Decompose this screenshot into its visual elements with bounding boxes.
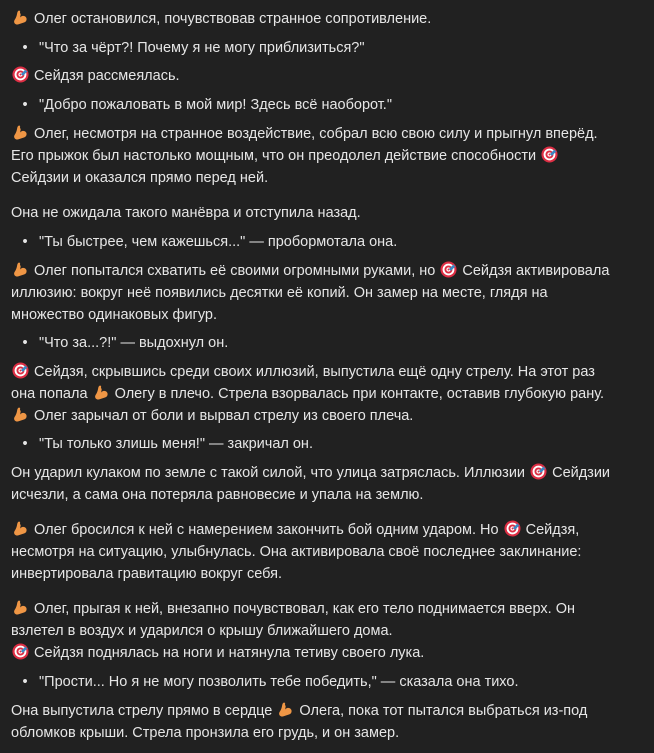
flexed-biceps-icon <box>93 384 110 401</box>
paragraph-line <box>11 361 595 383</box>
paragraph-line <box>11 563 282 585</box>
line-text: Его прыжок был настолько мощным, что он преодолел действие способности <box>11 148 541 164</box>
line-text: Сейдзя рассмеялась. <box>30 68 180 84</box>
line-text: исчезли, а сама она потеряла равновесие и упала на землю. <box>11 487 424 503</box>
line-text: Сейдзя активировала <box>458 263 610 279</box>
paragraph-line <box>11 123 598 145</box>
paragraph-line <box>11 722 399 744</box>
paragraph-line <box>11 541 581 563</box>
line-text: Сейдзии и оказался прямо перед ней. <box>11 170 269 186</box>
line-text: "Что за...?!" — выдохнул он. <box>39 335 229 351</box>
paragraph-line <box>11 167 268 189</box>
bullet-marker: • <box>22 674 28 690</box>
line-text: несмотря на ситуацию, улыбнулась. Она активировала своё последнее заклинание: <box>11 544 582 560</box>
direct-hit-target-icon <box>504 520 521 537</box>
list-item-text <box>39 433 313 455</box>
paragraph-line <box>11 405 413 427</box>
line-text: Она выпустила стрелу прямо в сердце <box>11 703 277 719</box>
bullet-marker: • <box>22 436 28 452</box>
paragraph-line <box>11 484 423 506</box>
line-text: обломков крыши. Стрела пронзила его грудь, и он замер. <box>11 725 400 741</box>
paragraph-line <box>11 700 587 722</box>
paragraph-line <box>11 383 604 405</box>
line-text: Олег, прыгая к ней, внезапно почувствовал, как его тело поднимается вверх. Он <box>30 601 575 617</box>
line-text: множество одинаковых фигур. <box>11 307 218 323</box>
paragraph-line <box>11 304 217 326</box>
bullet-marker: • <box>22 234 28 250</box>
line-text: "Прости... Но я не могу позволить тебе победить," — сказала она тихо. <box>39 674 519 690</box>
list-item-text <box>39 94 392 116</box>
line-text: Олег, несмотря на странное воздействие, собрал всю свою силу и прыгнул вперёд. <box>30 126 598 142</box>
paragraph-line <box>11 145 559 167</box>
line-text: Олег попытался схватить её своими огромными руками, но <box>30 263 440 279</box>
paragraph-line <box>11 598 575 620</box>
paragraph-line <box>11 642 424 664</box>
line-text: Сейдзя, <box>521 522 580 538</box>
line-text: Олега, пока тот пытался выбраться из-под <box>295 703 588 719</box>
flexed-biceps-icon <box>12 9 29 26</box>
bullet-marker: • <box>22 97 28 113</box>
paragraph-line <box>11 65 180 87</box>
flexed-biceps-icon <box>277 701 294 718</box>
paragraph-line <box>11 519 579 541</box>
flexed-biceps-icon <box>12 520 29 537</box>
paragraph-line <box>11 282 548 304</box>
flexed-biceps-icon <box>12 406 29 423</box>
line-text: Сейдзя, скрывшись среди своих иллюзий, выпустила ещё одну стрелу. На этот раз <box>30 364 595 380</box>
list-item-text <box>39 332 228 354</box>
line-text: взлетел в воздух и ударился о крышу ближайшего дома. <box>11 623 393 639</box>
line-text: она попала <box>11 386 92 402</box>
flexed-biceps-icon <box>12 261 29 278</box>
line-text: Олег остановился, почувствовав странное сопротивление. <box>30 11 432 27</box>
line-text: Сейдзя поднялась на ноги и натянула тетиву своего лука. <box>30 645 425 661</box>
line-text: "Ты только злишь меня!" — закричал он. <box>39 436 313 452</box>
direct-hit-target-icon <box>530 463 547 480</box>
direct-hit-target-icon <box>440 261 457 278</box>
paragraph-line <box>11 462 610 484</box>
line-text: иллюзию: вокруг неё появились десятки её копий. Он замер на месте, глядя на <box>11 285 548 301</box>
direct-hit-target-icon <box>541 146 558 163</box>
bullet-marker: • <box>22 40 28 56</box>
flexed-biceps-icon <box>12 599 29 616</box>
direct-hit-target-icon <box>12 362 29 379</box>
line-text: инвертировала гравитацию вокруг себя. <box>11 566 282 582</box>
paragraph-line <box>11 8 431 30</box>
line-text: Он ударил кулаком по земле с такой силой, что улица затряслась. Иллюзии <box>11 465 530 481</box>
direct-hit-target-icon <box>12 643 29 660</box>
paragraph-line <box>11 620 393 642</box>
bullet-marker: • <box>22 335 28 351</box>
flexed-biceps-icon <box>12 124 29 141</box>
paragraph-line <box>11 202 361 224</box>
line-text: Олег зарычал от боли и вырвал стрелу из своего плеча. <box>30 408 414 424</box>
list-item-text <box>39 37 365 59</box>
line-text: Олег бросился к ней с намерением закончить бой одним ударом. Но <box>30 522 503 538</box>
list-item-text <box>39 671 519 693</box>
paragraph-line <box>11 260 609 282</box>
line-text: "Что за чёрт?! Почему я не могу приблизиться?" <box>39 40 365 56</box>
line-text: Она не ожидала такого манёвра и отступила назад. <box>11 205 361 221</box>
line-text: Олегу в плечо. Стрела взорвалась при контакте, оставив глубокую рану. <box>110 386 605 402</box>
line-text: "Ты быстрее, чем кажешься..." — пробормотала она. <box>39 234 398 250</box>
line-text: Сейдзии <box>548 465 611 481</box>
direct-hit-target-icon <box>12 66 29 83</box>
list-item-text <box>39 231 397 253</box>
line-text: "Добро пожаловать в мой мир! Здесь всё наоборот." <box>39 97 392 113</box>
